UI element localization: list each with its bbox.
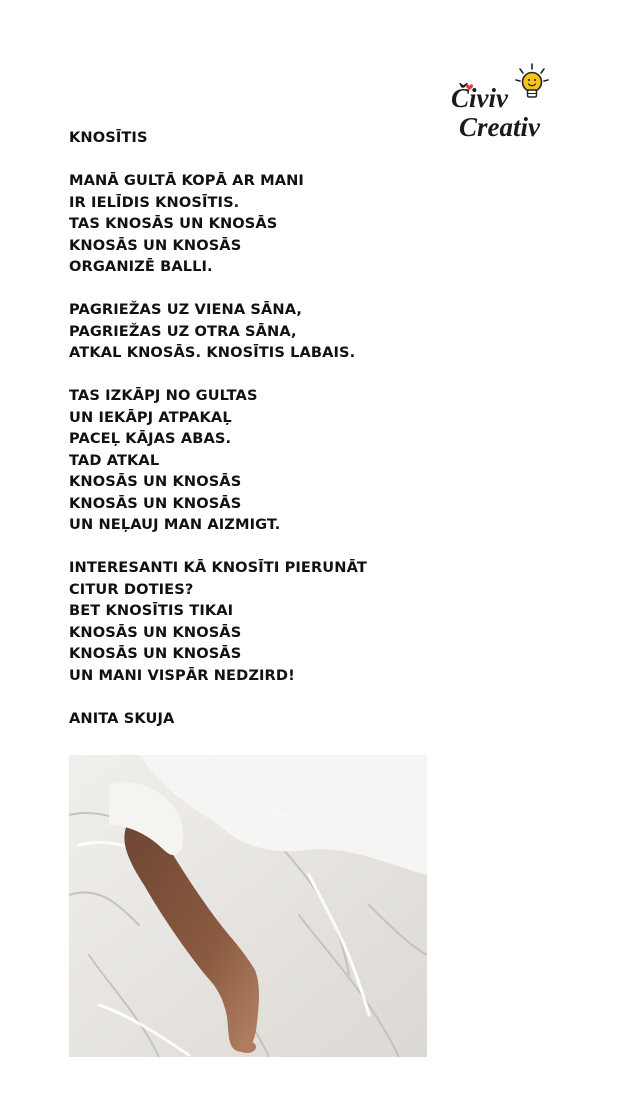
poem-line: ATKAL KNOSĀS. KNOSĪTIS LABAIS. bbox=[69, 344, 356, 361]
poem-line: INTERESANTI KĀ KNOSĪTI PIERUNĀT bbox=[69, 559, 367, 576]
poem-line: ORGANIZĒ BALLI. bbox=[69, 258, 213, 275]
bed-photo-illustration bbox=[69, 755, 427, 1057]
stanza-1 bbox=[69, 170, 489, 278]
brand-line-2: Creativ bbox=[459, 112, 540, 142]
stanza-2 bbox=[69, 299, 489, 364]
poem-line: CITUR DOTIES? bbox=[69, 580, 194, 598]
poem-line: MANĀ GULTĀ KOPĀ AR MANI bbox=[69, 172, 304, 189]
poem-line: UN IEKĀPJ ATPAKAĻ bbox=[69, 408, 232, 426]
stanza-3 bbox=[69, 385, 489, 536]
lightbulb-icon bbox=[516, 64, 548, 97]
poem-line: BET KNOSĪTIS TIKAI bbox=[69, 602, 234, 619]
bed-photo bbox=[69, 755, 427, 1057]
poem-line: TAS KNOSĀS UN KNOSĀS bbox=[69, 215, 278, 232]
poem-line: IR IELĪDIS KNOSĪTIS. bbox=[69, 193, 240, 211]
poem-line: PAGRIEŽAS UZ VIENA SĀNA, bbox=[69, 301, 303, 318]
poem-line: KNOSĀS UN KNOSĀS bbox=[69, 645, 242, 662]
brand-line-1: Čiviv bbox=[451, 83, 508, 113]
stanza-4 bbox=[69, 557, 489, 686]
poem-line: TAS IZKĀPJ NO GULTAS bbox=[69, 387, 258, 404]
poem-line: PACEĻ KĀJAS ABAS. bbox=[69, 430, 232, 447]
poem bbox=[69, 127, 489, 729]
poem-title: KNOSĪTIS bbox=[69, 129, 148, 146]
poem-line: KNOSĀS UN KNOSĀS bbox=[69, 494, 242, 512]
poem-line: UN MANI VISPĀR NEDZIRD! bbox=[69, 666, 295, 684]
poem-line: UN NEĻAUJ MAN AIZMIGT. bbox=[69, 516, 281, 533]
poem-line: PAGRIEŽAS UZ OTRA SĀNA, bbox=[69, 322, 297, 340]
poem-line: KNOSĀS UN KNOSĀS bbox=[69, 473, 242, 490]
poem-line: KNOSĀS UN KNOSĀS bbox=[69, 236, 242, 254]
poem-line: KNOSĀS UN KNOSĀS bbox=[69, 623, 242, 641]
poem-line: TAD ATKAL bbox=[69, 451, 160, 469]
poem-author: ANITA SKUJA bbox=[69, 709, 175, 727]
